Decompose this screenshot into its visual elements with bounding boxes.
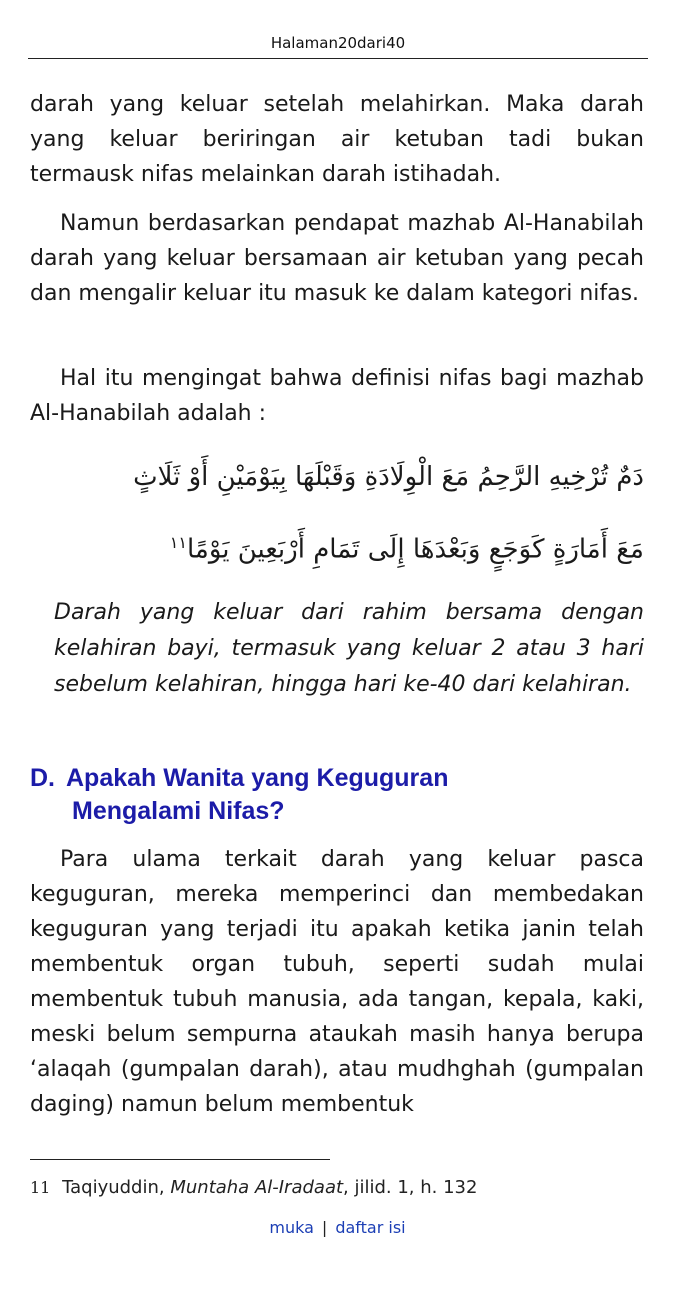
section-number: D. — [30, 764, 55, 792]
page-header — [28, 30, 648, 59]
footnote-reference[interactable]: ١١ — [169, 533, 187, 552]
footnote-author: Taqiyuddin, — [62, 1177, 165, 1198]
arabic-quote-line-1 — [30, 457, 644, 497]
section-heading — [30, 762, 644, 828]
section-title-line-1: Apakah Wanita yang Keguguran — [66, 764, 449, 792]
paragraph-4: Para ulama terkait darah yang keluar pasca keguguran, mereka memperinci dan membedakan keguguran yang terjadi itu apakah ketika janin telah membentuk organ tubuh, seperti sudah mulai membentuk tubuh manusia, ada tangan, kepala, kaki, meski belum sempurna ataukah masih hanya berupa ‘alaqah (gumpalan darah), atau mudhghah (gumpalan daging) namun belum membentuk — [30, 847, 644, 1117]
arabic-text: دَمٌ تُرْخِيهِ الرَّحِمُ مَعَ الْوِلَادَةِ وَقَبْلَهَا بِيَوْمَيْنِ أَوْ ثَلَاثٍ — [133, 462, 644, 492]
page-navigation — [0, 1216, 675, 1240]
footnote-details: , jilid. 1, h. 132 — [343, 1177, 478, 1198]
page-number-label: Halaman20dari40 — [270, 34, 406, 52]
footnote-divider — [30, 1159, 330, 1160]
home-link[interactable]: muka — [269, 1218, 314, 1237]
paragraph-1: darah yang keluar setelah melahirkan. Maka darah yang keluar beriringan air ketuban tadi bukan termausk nifas melainkan darah istihadah. — [30, 92, 644, 187]
table-of-contents-link[interactable]: daftar isi — [335, 1218, 406, 1237]
translation-text: Darah yang keluar dari rahim bersama dengan kelahiran bayi, termasuk yang keluar 2 atau 3 hari sebelum kelahiran, hingga hari ke-40 dari kelahiran. — [54, 600, 644, 697]
footnote-title: Muntaha Al-Iradaat — [170, 1177, 344, 1198]
footnote-number: 11 — [30, 1178, 51, 1197]
footnote — [30, 1175, 477, 1201]
paragraph-3: Hal itu mengingat bahwa definisi nifas bagi mazhab Al-Hanabilah adalah : — [30, 366, 644, 426]
arabic-text: مَعَ أَمَارَةٍ كَوَجَعٍ وَبَعْدَهَا إِلَى تَمَامِ أَرْبَعِينَ يَوْمًا — [186, 534, 644, 565]
paragraph-2: Namun berdasarkan pendapat mazhab Al-Hanabilah darah yang keluar bersamaan air ketuban yang pecah dan mengalir keluar itu masuk ke dalam kategori nifas. — [30, 211, 644, 306]
section-title-line-2: Mengalami Nifas? — [72, 797, 285, 825]
nav-separator: | — [321, 1218, 328, 1237]
arabic-quote-line-2 — [30, 523, 644, 570]
